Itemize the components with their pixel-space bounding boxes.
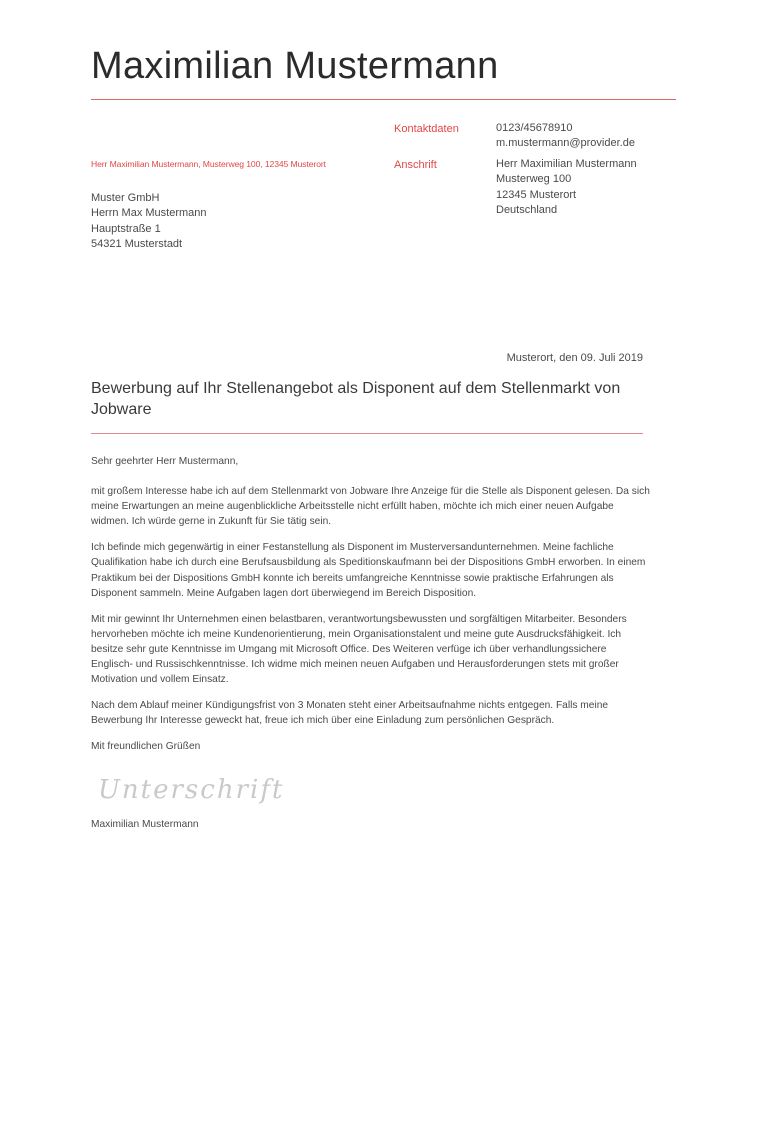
address-line: Musterweg 100 bbox=[496, 173, 572, 186]
body-paragraph: Ich befinde mich gegenwärtig in einer Festanstellung als Disponent im Musterversandunternehmen. Meine fachliche Qualifikation habe ich durch eine Berufsausbildung als Speditionskaufmann bei der Dispositions GmbH erworben. In einem Praktikum bei der Dispositions GmbH konnte ich bereits umfangreiche Kenntnisse sowie praktische Erfahrungen als Disponent sammeln. Meine Aufgaben lagen dort überwiegend im Bereich Disposition. bbox=[91, 542, 646, 599]
letter-subject: Bewerbung auf Ihr Stellenangebot als Disponent auf dem Stellenmarkt von Jobware bbox=[91, 380, 621, 418]
closing: Mit freundlichen Grüßen bbox=[91, 741, 201, 753]
signer-name: Maximilian Mustermann bbox=[91, 819, 199, 830]
contact-label: Kontaktdaten bbox=[394, 123, 459, 135]
address-line: Herr Maximilian Mustermann bbox=[496, 158, 637, 170]
subject-divider bbox=[91, 433, 643, 434]
signature-placeholder: Unterschrift bbox=[98, 775, 285, 805]
header-divider bbox=[91, 99, 676, 100]
recipient-line: Herrn Max Mustermann bbox=[91, 207, 207, 220]
letter-date: Musterort, den 09. Juli 2019 bbox=[506, 352, 643, 364]
body-paragraph: mit großem Interesse habe ich auf dem Stellenmarkt von Jobware Ihre Anzeige für die Stelle als Disponent gelesen. Da sich meine Erwartungen an meine augenblickliche Arbeitsstelle nicht erfüllt haben, möchte ich mich einer neuen Aufgabe widmen. Ich würde gerne in Zukunft für Sie tätig sein. bbox=[91, 486, 650, 528]
letter-body bbox=[91, 454, 651, 766]
salutation: Sehr geehrter Herr Mustermann, bbox=[91, 456, 239, 467]
recipient-address bbox=[91, 191, 207, 252]
recipient-line: 54321 Musterstadt bbox=[91, 237, 183, 250]
address-line: Deutschland bbox=[496, 203, 558, 216]
email-address: m.mustermann@provider.de bbox=[496, 137, 635, 150]
body-paragraph: Mit mir gewinnt Ihr Unternehmen einen belastbaren, verantwortungsbewussten und sorgfältigen Mitarbeiter. Besonders hervorheben möchte ich meine Kundenorientierung, mein Organisationstalent und meine gute Ausdrucksfähigkeit. Ich besitze sehr gute Kenntnisse im Umgang mit Microsoft Office. Des Weiteren verfüge ich über verhandlungssichere Englisch- und Russischkenntnisse. Ich widme mich meinen neuen Aufgaben und Herausforderungen stets mit großer Motivation und vollem Einsatz. bbox=[91, 613, 627, 686]
address-details bbox=[496, 157, 637, 218]
address-line: 12345 Musterort bbox=[496, 188, 577, 201]
sender-return-address: Herr Maximilian Mustermann, Musterweg 100, 12345 Musterort bbox=[91, 159, 326, 169]
contact-details bbox=[496, 121, 635, 152]
applicant-name-heading: Maximilian Mustermann bbox=[91, 45, 499, 87]
body-paragraph: Nach dem Ablauf meiner Kündigungsfrist von 3 Monaten steht einer Arbeitsaufnahme nichts entgegen. Falls meine Bewerbung Ihr Interesse geweckt hat, freue ich mich über eine Einladung zum persönlichen Gespräch. bbox=[91, 700, 609, 727]
recipient-line: Muster GmbH bbox=[91, 192, 160, 204]
address-label: Anschrift bbox=[394, 159, 437, 171]
recipient-line: Hauptstraße 1 bbox=[91, 222, 161, 235]
phone-number: 0123/45678910 bbox=[496, 122, 573, 134]
